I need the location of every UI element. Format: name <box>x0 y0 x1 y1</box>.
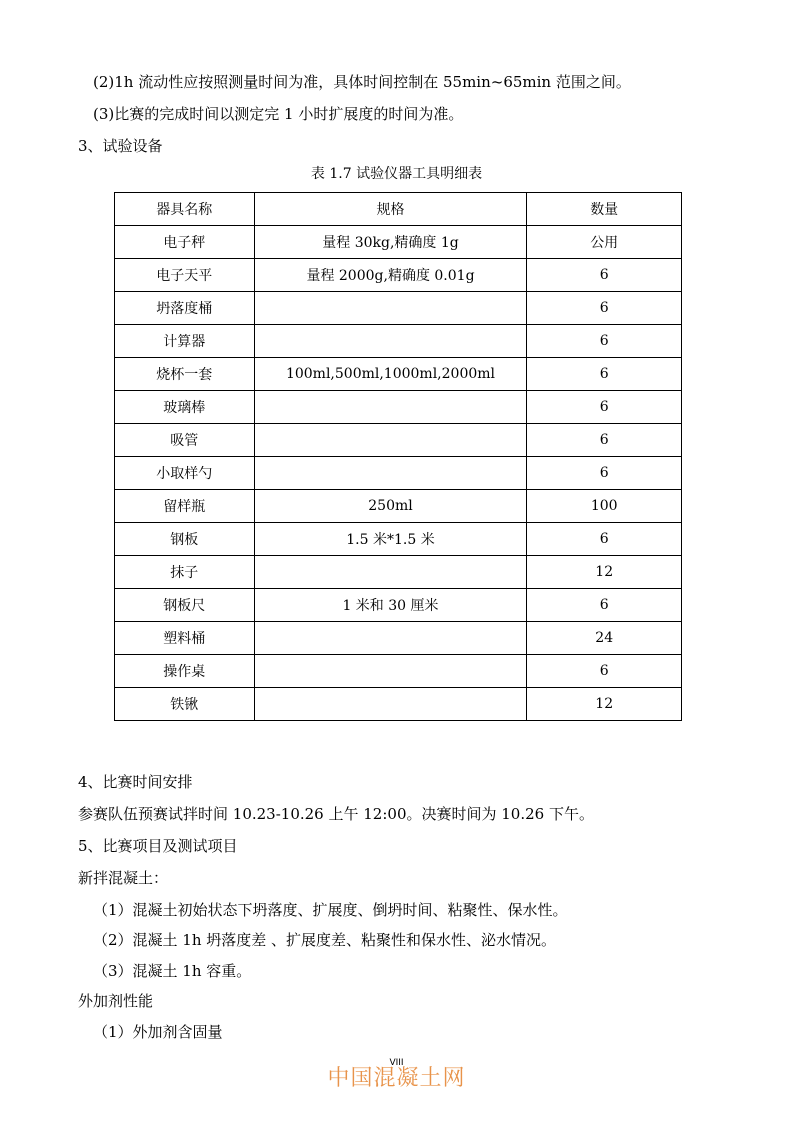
cell-quantity: 6 <box>527 358 682 391</box>
table-row <box>115 523 682 556</box>
list-item-admixture-1: （1）外加剂含固量 <box>93 1023 223 1041</box>
cell-quantity: 6 <box>527 424 682 457</box>
cell-name: 抹子 <box>115 556 255 589</box>
cell-quantity: 6 <box>527 391 682 424</box>
cell-quantity: 6 <box>527 259 682 292</box>
table-row <box>115 259 682 292</box>
table-row <box>115 325 682 358</box>
list-item-concrete-1: （1）混凝土初始状态下坍落度、扩展度、倒坍时间、粘聚性、保水性。 <box>93 901 568 919</box>
cell-name: 电子天平 <box>115 259 255 292</box>
table-row <box>115 424 682 457</box>
cell-spec <box>254 424 527 457</box>
table-row <box>115 655 682 688</box>
table-row <box>115 622 682 655</box>
paragraph-finish-time: (3)比赛的完成时间以测定完 1 小时扩展度的时间为准。 <box>93 105 464 123</box>
cell-quantity: 6 <box>527 589 682 622</box>
cell-spec: 250ml <box>254 490 527 523</box>
cell-quantity: 6 <box>527 457 682 490</box>
cell-name: 烧杯一套 <box>115 358 255 391</box>
table-row <box>115 292 682 325</box>
page-number: VIII <box>389 1058 404 1068</box>
cell-spec <box>254 457 527 490</box>
cell-spec <box>254 688 527 721</box>
cell-spec <box>254 391 527 424</box>
watermark-logo: 中国混凝土网 <box>327 1066 466 1091</box>
subheading-admixture: 外加剂性能 <box>78 992 154 1010</box>
cell-quantity: 6 <box>527 523 682 556</box>
table-caption: 表 1.7 试验仪器工具明细表 <box>310 166 483 182</box>
section-heading-equipment: 3、试验设备 <box>78 137 163 155</box>
cell-quantity: 6 <box>527 292 682 325</box>
cell-spec: 100ml,500ml,1000ml,2000ml <box>254 358 527 391</box>
cell-spec: 1.5 米*1.5 米 <box>254 523 527 556</box>
cell-name: 电子秤 <box>115 226 255 259</box>
cell-name: 操作桌 <box>115 655 255 688</box>
cell-spec <box>254 325 527 358</box>
cell-spec: 量程 2000g,精确度 0.01g <box>254 259 527 292</box>
cell-spec <box>254 292 527 325</box>
table-row <box>115 391 682 424</box>
cell-name: 钢板 <box>115 523 255 556</box>
cell-spec <box>254 622 527 655</box>
cell-quantity: 12 <box>527 556 682 589</box>
table-row <box>115 556 682 589</box>
table-row <box>115 688 682 721</box>
cell-spec <box>254 655 527 688</box>
cell-name: 留样瓶 <box>115 490 255 523</box>
table-row <box>115 589 682 622</box>
cell-quantity: 12 <box>527 688 682 721</box>
cell-spec <box>254 556 527 589</box>
cell-quantity: 公用 <box>527 226 682 259</box>
paragraph-flow-time: (2)1h 流动性应按照测量时间为准，具体时间控制在 55min~65min 范围之间。 <box>93 73 631 91</box>
cell-name: 铁锹 <box>115 688 255 721</box>
equipment-table <box>114 192 682 721</box>
list-item-concrete-2: （2）混凝土 1h 坍落度差 、扩展度差、粘聚性和保水性、泌水情况。 <box>93 931 557 949</box>
cell-name: 吸管 <box>115 424 255 457</box>
cell-name: 玻璃棒 <box>115 391 255 424</box>
list-item-concrete-3: （3）混凝土 1h 容重。 <box>93 962 252 980</box>
cell-name: 坍落度桶 <box>115 292 255 325</box>
cell-quantity: 100 <box>527 490 682 523</box>
cell-spec: 1 米和 30 厘米 <box>254 589 527 622</box>
cell-quantity: 6 <box>527 325 682 358</box>
table-row <box>115 490 682 523</box>
table-header-row <box>115 193 682 226</box>
header-name: 器具名称 <box>115 193 255 226</box>
cell-name: 计算器 <box>115 325 255 358</box>
cell-name: 钢板尺 <box>115 589 255 622</box>
table-row <box>115 358 682 391</box>
cell-spec: 量程 30kg,精确度 1g <box>254 226 527 259</box>
cell-name: 小取样勺 <box>115 457 255 490</box>
paragraph-schedule: 参赛队伍预赛试拌时间 10.23-10.26 上午 12:00。决赛时间为 10.26 下午。 <box>78 805 594 823</box>
cell-name: 塑料桶 <box>115 622 255 655</box>
section-heading-items: 5、比赛项目及测试项目 <box>78 837 238 855</box>
header-spec: 规格 <box>254 193 527 226</box>
cell-quantity: 24 <box>527 622 682 655</box>
section-heading-schedule: 4、比赛时间安排 <box>78 773 193 791</box>
subheading-fresh-concrete: 新拌混凝土： <box>78 869 169 887</box>
cell-quantity: 6 <box>527 655 682 688</box>
header-quantity: 数量 <box>527 193 682 226</box>
table-row <box>115 457 682 490</box>
table-row <box>115 226 682 259</box>
